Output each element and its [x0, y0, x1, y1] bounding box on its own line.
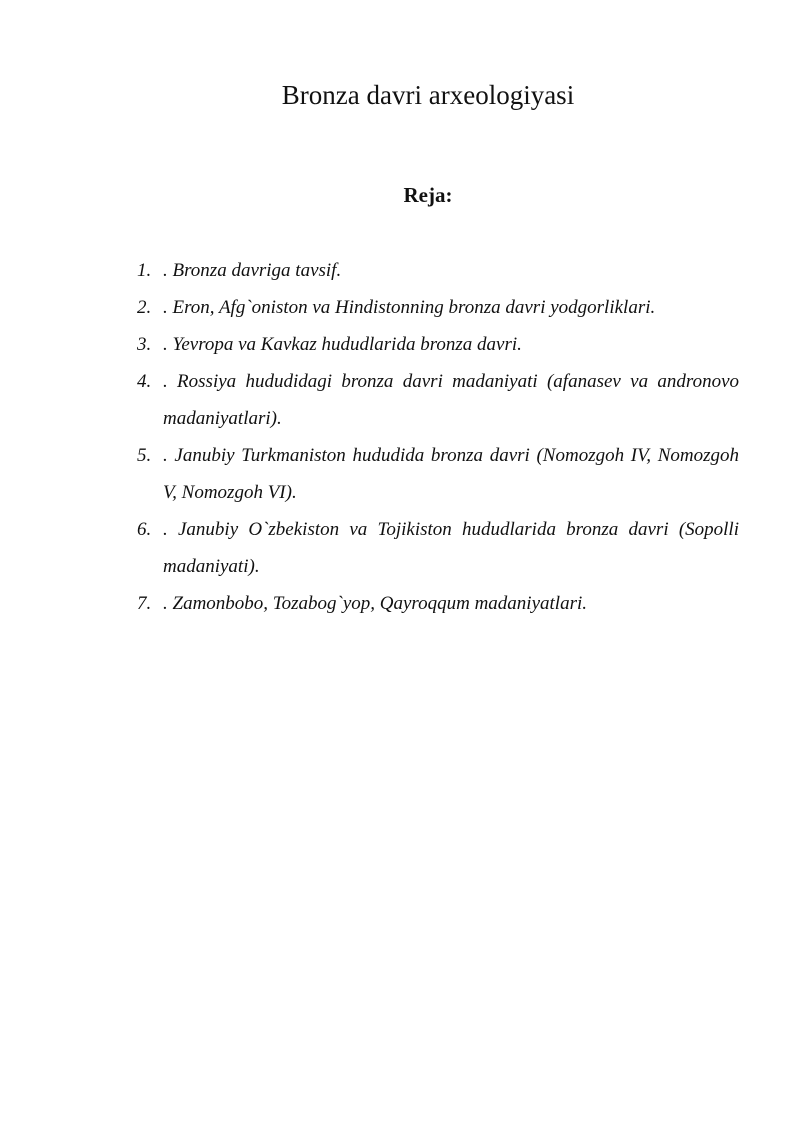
plan-item-number: 1. [137, 260, 152, 281]
plan-item-number: 5. [137, 445, 152, 466]
plan-item-text: . Zamonbobo, Tozabog`yop, Qayroqqum madaniyatlari. [163, 593, 587, 614]
plan-item-text: . Bronza davriga tavsif. [163, 260, 342, 281]
plan-item-number: 2. [137, 297, 152, 318]
plan-item-number: 4. [137, 371, 152, 392]
plan-item-text: . Yevropa va Kavkaz hududlarida bronza davri. [163, 334, 522, 355]
plan-item-number: 3. [137, 334, 152, 355]
plan-item-number: 6. [137, 519, 152, 540]
plan-item-text: . Eron, Afg`oniston va Hindistonning bronza davri yodgorliklari. [163, 297, 656, 318]
plan-list [137, 252, 739, 622]
plan-item [137, 289, 739, 326]
plan-item-number: 7. [137, 593, 152, 614]
document-title: Bronza davri arxeologiyasi [281, 80, 575, 110]
plan-item [137, 585, 739, 622]
plan-item-text: . Janubiy O`zbekiston va Tojikiston hududlarida bronza davri (Sopolli madaniyati). [163, 519, 739, 577]
plan-heading: Reja: [403, 183, 453, 207]
plan-item [137, 363, 739, 437]
plan-item-text: . Rossiya hududidagi bronza davri madaniyati (afanasev va andronovo madaniyatlari). [163, 371, 739, 429]
plan-item [137, 437, 739, 511]
plan-item [137, 511, 739, 585]
plan-item-text: . Janubiy Turkmaniston hududida bronza davri (Nomozgoh IV, Nomozgoh V, Nomozgoh VI). [163, 445, 739, 503]
plan-item [137, 326, 739, 363]
plan-item [137, 252, 739, 289]
